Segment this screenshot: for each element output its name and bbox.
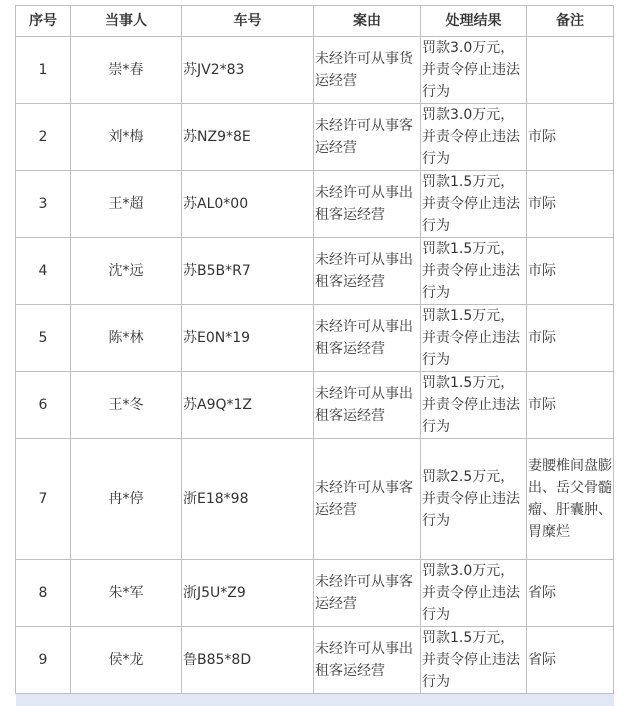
cell-no: 3 xyxy=(16,171,71,238)
cell-party: 沈*远 xyxy=(71,238,182,305)
cell-plate: 苏JV2*83 xyxy=(182,37,314,104)
cell-cause: 未经许可从事客运经营 xyxy=(314,104,421,171)
cell-cause: 未经许可从事货运经营 xyxy=(314,37,421,104)
table-row xyxy=(16,372,614,439)
cell-plate: 苏A9Q*1Z xyxy=(182,372,314,439)
cell-cause: 未经许可从事出租客运经营 xyxy=(314,372,421,439)
cell-no: 1 xyxy=(16,37,71,104)
table-row xyxy=(16,104,614,171)
cell-cause: 未经许可从事客运经营 xyxy=(314,560,421,627)
cell-result: 罚款1.5万元，并责令停止违法行为 xyxy=(421,238,527,305)
table-row xyxy=(16,305,614,372)
cell-cause: 未经许可从事出租客运经营 xyxy=(314,238,421,305)
header-plate: 车号 xyxy=(182,6,314,37)
cell-plate: 浙E18*98 xyxy=(182,439,314,560)
cell-plate: 鲁B85*8D xyxy=(182,627,314,694)
cell-cause: 未经许可从事客运经营 xyxy=(314,439,421,560)
cell-cause: 未经许可从事出租客运经营 xyxy=(314,627,421,694)
header-result: 处理结果 xyxy=(421,6,527,37)
cell-party: 崇*春 xyxy=(71,37,182,104)
cell-remark: 市际 xyxy=(527,372,614,439)
table-header-row xyxy=(16,6,614,37)
cell-remark: 市际 xyxy=(527,238,614,305)
table-row xyxy=(16,560,614,627)
cell-result: 罚款1.5万元，并责令停止违法行为 xyxy=(421,305,527,372)
cell-cause: 未经许可从事出租客运经营 xyxy=(314,171,421,238)
cell-result: 罚款1.5万元，并责令停止违法行为 xyxy=(421,372,527,439)
cell-no: 5 xyxy=(16,305,71,372)
cell-result: 罚款1.5万元，并责令停止违法行为 xyxy=(421,171,527,238)
cell-no: 7 xyxy=(16,439,71,560)
header-no: 序号 xyxy=(16,6,71,37)
cell-party: 朱*军 xyxy=(71,560,182,627)
table-row xyxy=(16,37,614,104)
cell-plate: 浙J5U*Z9 xyxy=(182,560,314,627)
header-cause: 案由 xyxy=(314,6,421,37)
cell-remark: 市际 xyxy=(527,171,614,238)
cell-remark: 省际 xyxy=(527,627,614,694)
header-party: 当事人 xyxy=(71,6,182,37)
cell-no: 8 xyxy=(16,560,71,627)
cell-result: 罚款3.0万元，并责令停止违法行为 xyxy=(421,104,527,171)
penalty-table xyxy=(15,5,614,706)
cell-remark: 省际 xyxy=(527,560,614,627)
cell-party: 刘*梅 xyxy=(71,104,182,171)
cell-party: 王*超 xyxy=(71,171,182,238)
cell-no: 9 xyxy=(16,627,71,694)
cell-remark: 市际 xyxy=(527,305,614,372)
cell-remark: 妻腰椎间盘膨出、岳父骨髓瘤、肝囊肿、胃糜烂 xyxy=(527,439,614,560)
cell-plate: 苏E0N*19 xyxy=(182,305,314,372)
cell-plate: 苏B5B*R7 xyxy=(182,238,314,305)
cell-result: 罚款3.0万元，并责令停止违法行为 xyxy=(421,37,527,104)
cell-party: 冉*停 xyxy=(71,439,182,560)
cell-no: 6 xyxy=(16,372,71,439)
cell-party: 陈*林 xyxy=(71,305,182,372)
cell-result: 罚款1.5万元，并责令停止违法行为 xyxy=(421,627,527,694)
cell-plate: 苏AL0*00 xyxy=(182,171,314,238)
header-remark: 备注 xyxy=(527,6,614,37)
cell-party: 王*冬 xyxy=(71,372,182,439)
table-row xyxy=(16,171,614,238)
cell-cause: 未经许可从事出租客运经营 xyxy=(314,305,421,372)
cell-result: 罚款3.0万元，并责令停止违法行为 xyxy=(421,560,527,627)
cell-no: 2 xyxy=(16,104,71,171)
table-row xyxy=(16,627,614,694)
cell-remark xyxy=(527,37,614,104)
cell-party: 侯*龙 xyxy=(71,627,182,694)
table-row xyxy=(16,439,614,560)
table-row xyxy=(16,238,614,305)
cell-result: 罚款2.5万元，并责令停止违法行为 xyxy=(421,439,527,560)
cell-remark: 市际 xyxy=(527,104,614,171)
cell-plate: 苏NZ9*8E xyxy=(182,104,314,171)
cell-no: 4 xyxy=(16,238,71,305)
